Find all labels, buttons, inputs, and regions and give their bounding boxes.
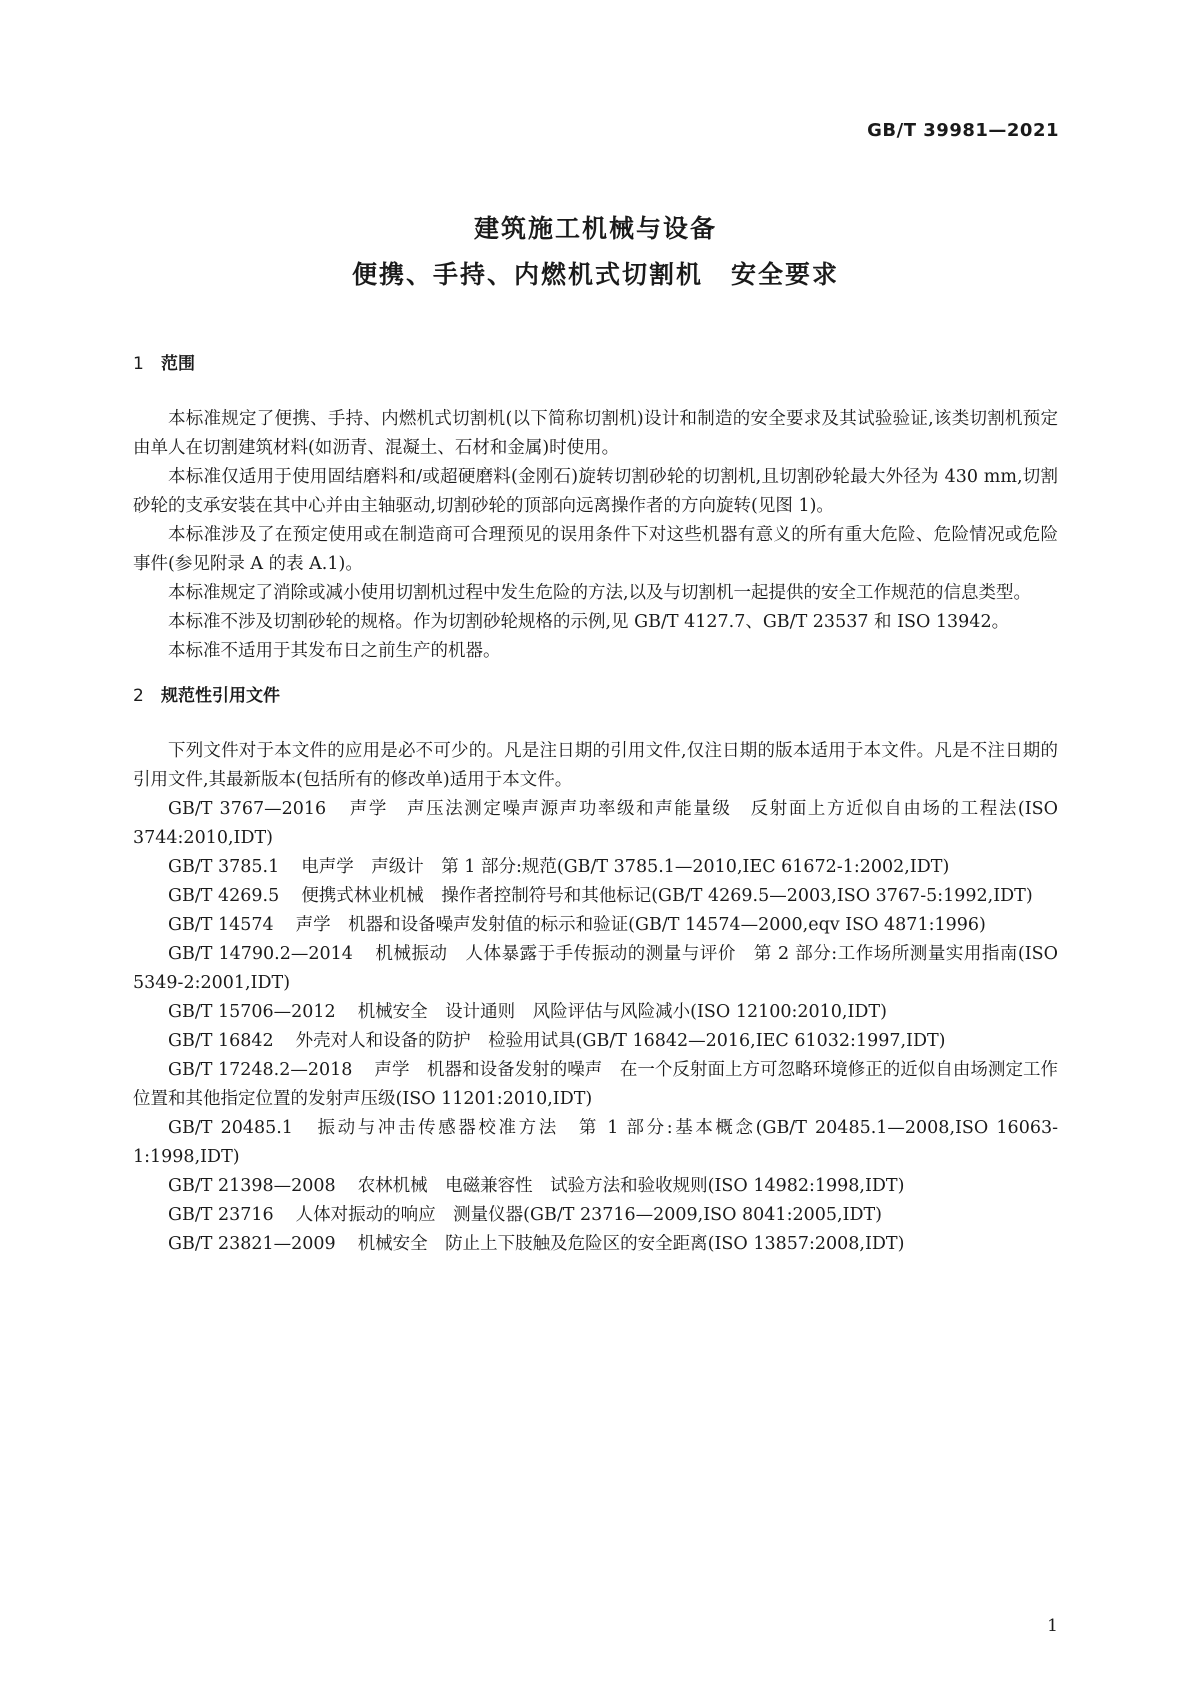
reference-code: GB/T 16842: [168, 1031, 274, 1051]
reference-code: GB/T 21398—2008: [168, 1176, 336, 1196]
reference-title: 声学 机器和设备噪声发射值的标示和验证(GB/T 14574—2000,eqv ISO 4871:1996): [295, 915, 986, 935]
scope-paragraph: 本标准仅适用于使用固结磨料和/或超硬磨料(金刚石)旋转切割砂轮的切割机,且切割砂轮最大外径为 430 mm,切割砂轮的支承安装在其中心并由主轴驱动,切割砂轮的顶部向远离操作者的方向旋转(见图 1)。: [133, 467, 1058, 516]
reference-code: GB/T 4269.5: [168, 886, 280, 906]
reference-code: GB/T 17248.2—2018: [168, 1060, 353, 1080]
reference-item: [133, 1056, 1058, 1114]
reference-title: 机械安全 防止上下肢触及危险区的安全距离(ISO 13857:2008,IDT): [357, 1234, 905, 1254]
scope-paragraph: 本标准涉及了在预定使用或在制造商可合理预见的误用条件下对这些机器有意义的所有重大危险、危险情况或危险事件(参见附录 A 的表 A.1)。: [133, 525, 1058, 574]
reference-item: [133, 795, 1058, 853]
section-1-number: 1: [133, 354, 144, 374]
reference-item: [133, 1172, 1058, 1201]
scope-paragraph: 本标准不适用于其发布日之前生产的机器。: [168, 641, 501, 661]
section-2-number: 2: [133, 686, 144, 706]
reference-title: 人体对振动的响应 测量仪器(GB/T 23716—2009,ISO 8041:2005,IDT): [295, 1205, 883, 1225]
reference-item: [133, 882, 1058, 911]
reference-code: GB/T 20485.1: [168, 1118, 293, 1138]
reference-code: GB/T 23716: [168, 1205, 274, 1225]
reference-code: GB/T 14574: [168, 915, 274, 935]
title-line-2-sub: 安全要求: [731, 260, 840, 289]
reference-item: [133, 940, 1058, 998]
reference-title: 机械安全 设计通则 风险评估与风险减小(ISO 12100:2010,IDT): [357, 1002, 887, 1022]
reference-item: [133, 1230, 1058, 1259]
section-2-heading: [133, 682, 1058, 711]
section-1-title: 范围: [161, 354, 195, 374]
reference-code: GB/T 3767—2016: [168, 799, 327, 819]
title-line-1: 建筑施工机械与设备: [473, 214, 717, 243]
section-2-title: 规范性引用文件: [161, 686, 280, 706]
scope-paragraph: 本标准不涉及切割砂轮的规格。作为切割砂轮规格的示例,见 GB/T 4127.7、GB/T 23537 和 ISO 13942。: [168, 612, 1010, 632]
reference-item: [133, 853, 1058, 882]
reference-title: 农林机械 电磁兼容性 试验方法和验收规则(ISO 14982:1998,IDT): [357, 1176, 905, 1196]
reference-title: 振动与冲击传感器校准方法 第 1 部分:基本概念(GB/T 20485.1—2008,ISO 16063-1:1998,IDT): [133, 1118, 1059, 1167]
reference-code: GB/T 3785.1: [168, 857, 280, 877]
title-line-2: [0, 252, 1191, 298]
reference-item: [133, 911, 1058, 940]
document-title: [0, 206, 1191, 298]
section-1-heading: [133, 350, 1058, 379]
reference-code: GB/T 14790.2—2014: [168, 944, 353, 964]
title-line-2-main: 便携、手持、内燃机式切割机: [351, 260, 703, 289]
reference-item: [133, 998, 1058, 1027]
scope-paragraph: 本标准规定了便携、手持、内燃机式切割机(以下简称切割机)设计和制造的安全要求及其试验验证,该类切割机预定由单人在切割建筑材料(如沥青、混凝土、石材和金属)时使用。: [133, 409, 1058, 458]
references-intro: 下列文件对于本文件的应用是必不可少的。凡是注日期的引用文件,仅注日期的版本适用于本文件。凡是不注日期的引用文件,其最新版本(包括所有的修改单)适用于本文件。: [133, 741, 1058, 790]
reference-item: [133, 1201, 1058, 1230]
reference-title: 便携式林业机械 操作者控制符号和其他标记(GB/T 4269.5—2003,ISO 3767-5:1992,IDT): [301, 886, 1033, 906]
reference-item: [133, 1114, 1058, 1172]
page-number: 1: [1047, 1616, 1058, 1636]
reference-item: [133, 1027, 1058, 1056]
reference-title: 机械振动 人体暴露于手传振动的测量与评价 第 2 部分:工作场所测量实用指南(ISO 5349-2:2001,IDT): [133, 944, 1059, 993]
reference-title: 声学 声压法测定噪声源声功率级和声能量级 反射面上方近似自由场的工程法(ISO 3744:2010,IDT): [133, 799, 1058, 848]
reference-title: 外壳对人和设备的防护 检验用试具(GB/T 16842—2016,IEC 61032:1997,IDT): [295, 1031, 946, 1051]
scope-paragraph: 本标准规定了消除或减小使用切割机过程中发生危险的方法,以及与切割机一起提供的安全工作规范的信息类型。: [168, 583, 1032, 603]
document-body: [133, 350, 1058, 1259]
reference-title: 声学 机器和设备发射的噪声 在一个反射面上方可忽略环境修正的近似自由场测定工作位置和其他指定位置的发射声压级(ISO 11201:2010,IDT): [133, 1060, 1059, 1109]
reference-title: 电声学 声级计 第 1 部分:规范(GB/T 3785.1—2010,IEC 61672-1:2002,IDT): [301, 857, 950, 877]
reference-code: GB/T 15706—2012: [168, 1002, 336, 1022]
standard-number: GB/T 39981—2021: [867, 120, 1059, 141]
reference-code: GB/T 23821—2009: [168, 1234, 336, 1254]
